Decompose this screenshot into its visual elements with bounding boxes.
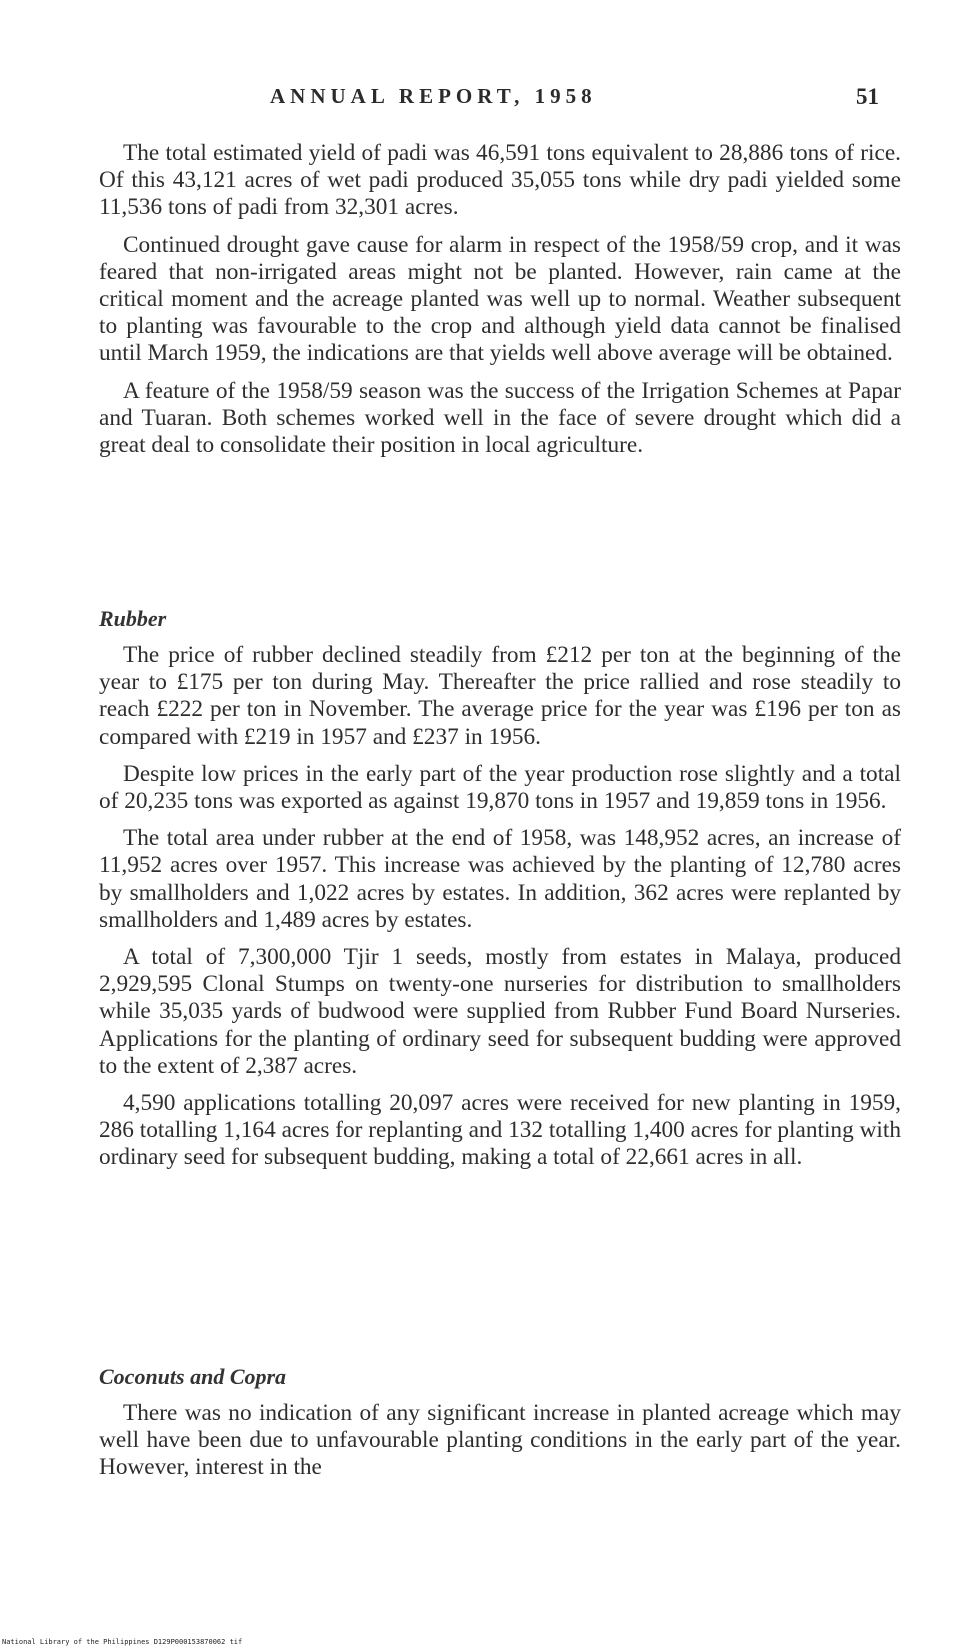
scan-source-note: National Library of the Philippines D129P000153870062 tif (2, 1638, 243, 1646)
rubber-section (99, 642, 901, 1182)
page-header (0, 84, 972, 118)
rubber-paragraph-3: The total area under rubber at the end of 1958, was 148,952 acres, an increase of 11,952 acres over 1957. This increase was achieved by the planting of 12,780 acres by smallholders and 1,022 acres by estates. In addition, 362 acres were replanted by smallholders and 1,489 acres by estates. (99, 825, 901, 933)
padi-paragraph-1: The total estimated yield of padi was 46,591 tons equivalent to 28,886 tons of rice. Of this 43,121 acres of wet padi produced 35,055 tons while dry padi yielded some 11,536 tons of padi from 32,301 acres. (99, 140, 901, 221)
coconuts-section (99, 1400, 901, 1492)
running-title: ANNUAL REPORT, 1958 (270, 84, 597, 108)
rubber-paragraph-2: Despite low prices in the early part of the year production rose slightly and a total of 20,235 tons was exported as against 19,870 tons in 1957 and 19,859 tons in 1956. (99, 760, 901, 815)
padi-paragraph-3: A feature of the 1958/59 season was the success of the Irrigation Schemes at Papar and Tuaran. Both schemes worked well in the face of severe drought which did a great deal to consolidate their position in local agriculture. (99, 377, 901, 459)
coconuts-paragraph-1: There was no indication of any significant increase in planted acreage which may well have been due to unfavourable planting conditions in the early part of the year. However, interest in the (99, 1400, 901, 1481)
padi-paragraph-2: Continued drought gave cause for alarm in respect of the 1958/59 crop, and it was feared that non-irrigated areas might not be planted. However, rain came at the critical moment and the acreage planted was well up to normal. Weather subsequent to planting was favourable to the crop and although yield data cannot be finalised until March 1959, the indications are that yields well above average will be obtained. (99, 231, 901, 367)
padi-section (99, 140, 901, 469)
rubber-paragraph-5: 4,590 applications totalling 20,097 acres were received for new planting in 1959, 286 totalling 1,164 acres for replanting and 132 totalling 1,400 acres for planting with ordinary seed for subsequent budding, making a total of 22,661 acres in all. (99, 1090, 901, 1171)
coconuts-heading: Coconuts and Copra (99, 1364, 287, 1389)
page-number: 51 (856, 84, 879, 109)
rubber-paragraph-1: The price of rubber declined steadily from £212 per ton at the beginning of the year to £175 per ton during May. Thereafter the price rallied and rose steadily to reach £222 per ton in November. The average price for the year was £196 per ton as compared with £219 in 1957 and £237 in 1956. (99, 642, 901, 750)
rubber-paragraph-4: A total of 7,300,000 Tjir 1 seeds, mostly from estates in Malaya, produced 2,929,595 Clonal Stumps on twenty-one nurseries for distribution to smallholders while 35,035 yards of budwood were supplied from Rubber Fund Board Nurseries. Applications for the planting of ordinary seed for subsequent budding were approved to the extent of 2,387 acres. (99, 944, 901, 1079)
rubber-heading: Rubber (99, 606, 167, 631)
